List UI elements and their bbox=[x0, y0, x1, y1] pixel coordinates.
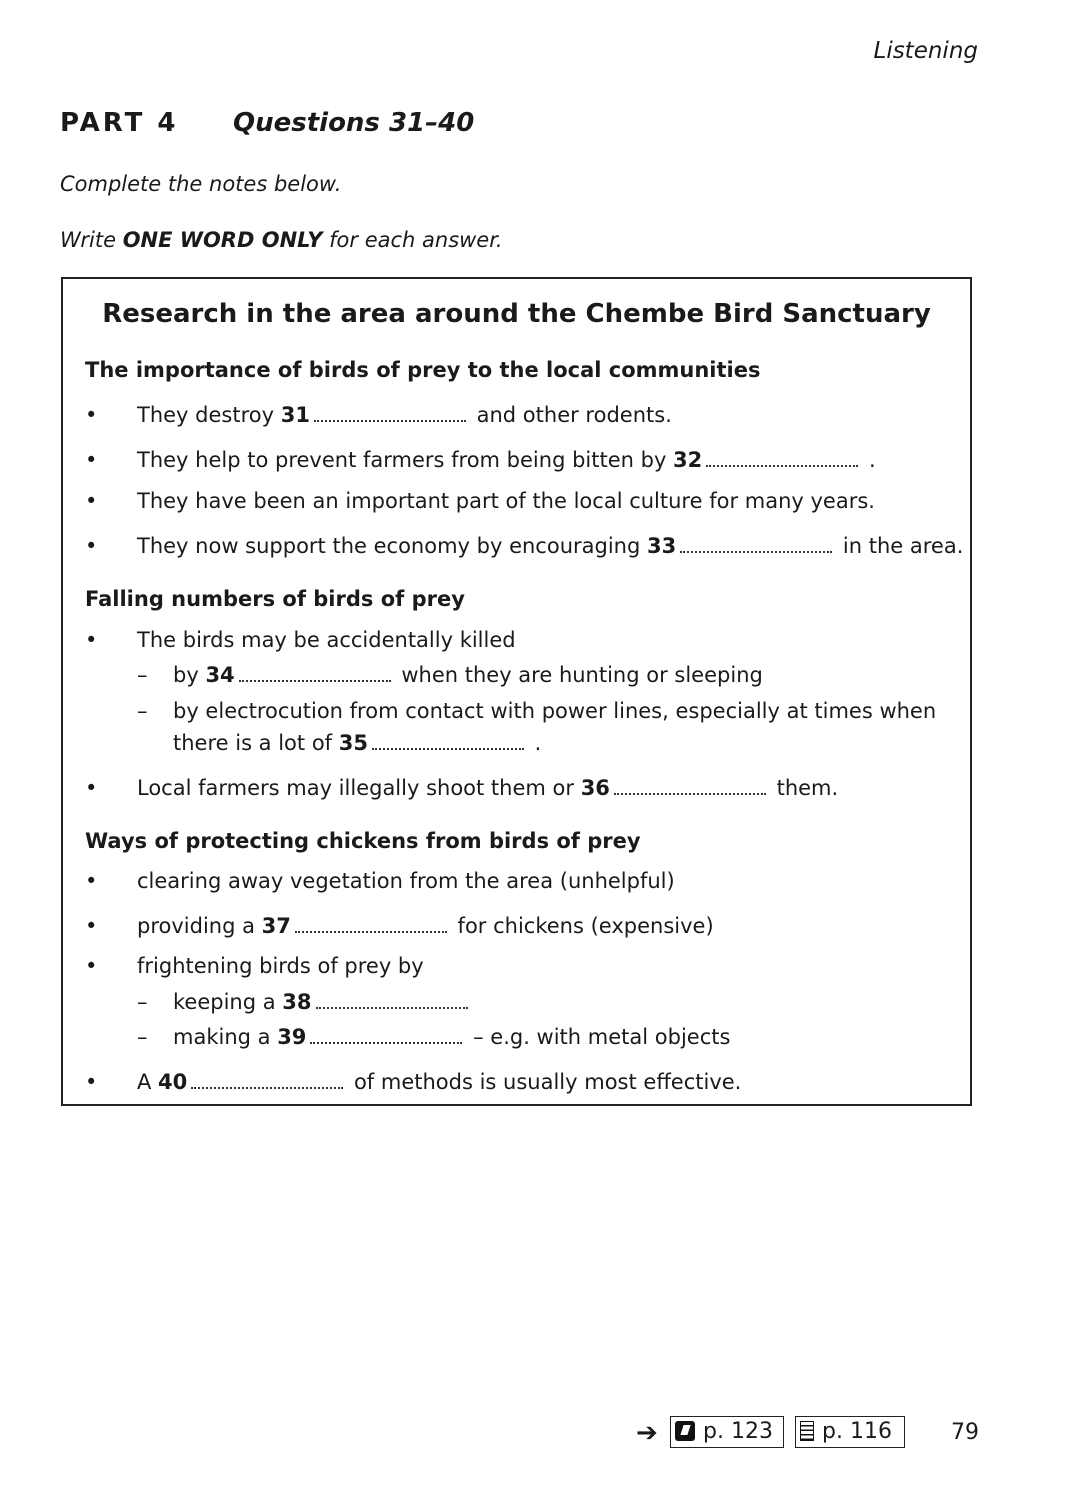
answer-gap-31[interactable] bbox=[314, 416, 466, 422]
question-number-38: 38 bbox=[282, 990, 312, 1014]
note-text: They help to prevent farmers from being bitten by bbox=[137, 448, 674, 472]
note-text: by electrocution from contact with power lines, especially at times when bbox=[173, 699, 937, 723]
part-label: PART 4 bbox=[60, 108, 179, 138]
instruction-word-limit bbox=[60, 228, 503, 252]
book-icon bbox=[675, 1421, 695, 1441]
question-number-31: 31 bbox=[280, 403, 310, 427]
question-number-33: 33 bbox=[647, 534, 677, 558]
instruction-post: for each answer. bbox=[322, 228, 503, 252]
note-text: there is a lot of bbox=[173, 731, 339, 755]
note-text: . bbox=[862, 448, 876, 472]
answer-gap-39[interactable] bbox=[310, 1038, 462, 1044]
bullet-marker: • bbox=[85, 489, 98, 513]
bullet-marker: • bbox=[85, 869, 98, 893]
notes-title: Research in the area around the Chembe Bird Sanctuary bbox=[102, 299, 931, 329]
answer-gap-37[interactable] bbox=[295, 927, 447, 933]
bullet-marker: • bbox=[85, 954, 98, 978]
bullet-marker: • bbox=[85, 776, 98, 800]
note-text: frightening birds of prey by bbox=[137, 954, 424, 978]
note-text: when they are hunting or sleeping bbox=[394, 663, 763, 687]
question-number-40: 40 bbox=[158, 1070, 188, 1094]
section-heading-protecting-chickens: Ways of protecting chickens from birds of prey bbox=[85, 829, 641, 853]
question-number-34: 34 bbox=[205, 663, 235, 687]
page-number: 79 bbox=[951, 1420, 979, 1445]
notes-box bbox=[61, 277, 972, 1106]
note-text: A bbox=[137, 1070, 159, 1094]
answer-gap-35[interactable] bbox=[372, 744, 524, 750]
instruction-complete: Complete the notes below. bbox=[60, 172, 342, 196]
note-text: They destroy bbox=[137, 403, 281, 427]
section-heading-importance: The importance of birds of prey to the local communities bbox=[85, 358, 761, 382]
note-text: keeping a bbox=[173, 990, 283, 1014]
bullet-marker: • bbox=[85, 1070, 98, 1094]
bullet-marker: • bbox=[85, 628, 98, 652]
note-text: and other rodents. bbox=[469, 403, 672, 427]
answer-key-reference[interactable] bbox=[795, 1416, 905, 1448]
dash-marker: – bbox=[137, 1025, 148, 1049]
running-head: Listening bbox=[873, 38, 978, 64]
reference-page: p. 116 bbox=[822, 1419, 892, 1444]
bullet-marker: • bbox=[85, 534, 98, 558]
note-text: Local farmers may illegally shoot them or bbox=[137, 776, 581, 800]
document-icon bbox=[800, 1421, 814, 1441]
note-text: of methods is usually most effective. bbox=[347, 1070, 742, 1094]
note-text: – e.g. with metal objects bbox=[466, 1025, 731, 1049]
instruction-pre: Write bbox=[60, 228, 123, 252]
question-number-35: 35 bbox=[338, 731, 368, 755]
section-heading-falling-numbers: Falling numbers of birds of prey bbox=[85, 587, 465, 611]
answer-gap-32[interactable] bbox=[706, 461, 858, 467]
note-text: them. bbox=[769, 776, 839, 800]
question-number-32: 32 bbox=[673, 448, 703, 472]
note-text: The birds may be accidentally killed bbox=[137, 628, 516, 652]
answer-gap-34[interactable] bbox=[239, 676, 391, 682]
dash-marker: – bbox=[137, 699, 148, 723]
bullet-marker: • bbox=[85, 403, 98, 427]
note-text: . bbox=[527, 731, 542, 755]
bullet-marker: • bbox=[85, 914, 98, 938]
question-number-36: 36 bbox=[580, 776, 610, 800]
reference-page: p. 123 bbox=[703, 1419, 773, 1444]
answer-gap-38[interactable] bbox=[316, 1003, 468, 1009]
answer-gap-36[interactable] bbox=[614, 789, 766, 795]
word-limit: ONE WORD ONLY bbox=[122, 228, 323, 252]
note-text: for chickens (expensive) bbox=[450, 914, 714, 938]
bullet-marker: • bbox=[85, 448, 98, 472]
note-text: in the area. bbox=[836, 534, 964, 558]
arrow-right-icon: ➔ bbox=[636, 1418, 658, 1448]
note-text: They have been an important part of the local culture for many years. bbox=[137, 489, 875, 513]
note-text: providing a bbox=[137, 914, 262, 938]
note-text: They now support the economy by encouraging bbox=[137, 534, 647, 558]
note-text: making a bbox=[173, 1025, 278, 1049]
part-heading bbox=[60, 108, 474, 138]
answer-gap-40[interactable] bbox=[191, 1083, 343, 1089]
question-number-37: 37 bbox=[261, 914, 291, 938]
answer-gap-33[interactable] bbox=[680, 547, 832, 553]
note-text: clearing away vegetation from the area (unhelpful) bbox=[137, 869, 675, 893]
note-text: by bbox=[173, 663, 206, 687]
question-number-39: 39 bbox=[277, 1025, 307, 1049]
audio-script-reference[interactable] bbox=[670, 1416, 784, 1448]
dash-marker: – bbox=[137, 663, 148, 687]
dash-marker: – bbox=[137, 990, 148, 1014]
questions-range: Questions 31–40 bbox=[233, 108, 475, 138]
